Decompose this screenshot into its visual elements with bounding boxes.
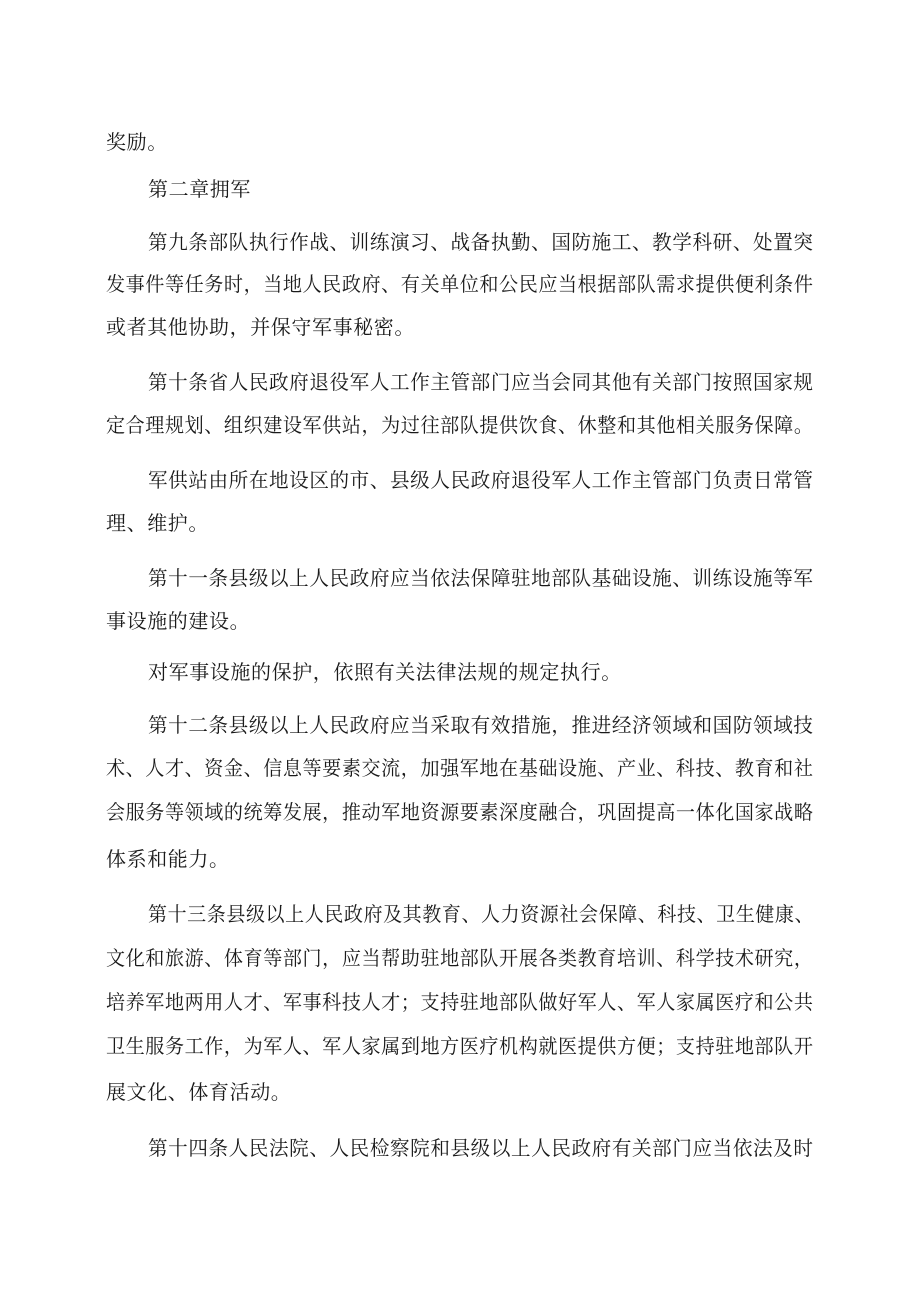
paragraph-line: 培养军地两用人才、军事科技人才；支持驻地部队做好军人、军人家属医疗和公共 [106,990,814,1014]
paragraph-line: 事设施的建设。 [106,609,251,633]
paragraph-line: 会服务等领域的统筹发展，推动军地资源要素深度融合，巩固提高一体化国家战略 [106,800,814,824]
paragraph-line: 军供站由所在地设区的市、县级人民政府退役军人工作主管部门负责日常管 [148,468,814,492]
paragraph-line: 奖励。 [106,130,168,154]
paragraph-line: 文化和旅游、体育等部门，应当帮助驻地部队开展各类教育培训、科学技术研究， [106,946,814,970]
paragraph-line: 或者其他协助，并保守军事秘密。 [106,315,415,339]
paragraph-line: 术、人才、资金、信息等要素交流，加强军地在基础设施、产业、科技、教育和社 [106,756,814,780]
paragraph-line: 第十四条人民法院、人民检察院和县级以上人民政府有关部门应当依法及时 [148,1136,814,1160]
paragraph-line: 发事件等任务时，当地人民政府、有关单位和公民应当根据部队需求提供便利条件 [106,272,814,296]
paragraph-line: 理、维护。 [106,511,209,535]
paragraph-line: 第十三条县级以上人民政府及其教育、人力资源社会保障、科技、卫生健康、 [148,902,815,926]
paragraph-line: 第九条部队执行作战、训练演习、战备执勤、国防施工、教学科研、处置突 [148,230,814,254]
paragraph-line: 定合理规划、组织建设军供站，为过往部队提供饮食、休整和其他相关服务保障。 [106,413,814,437]
paragraph-line: 对军事设施的保护，依照有关法律法规的规定执行。 [148,660,622,684]
paragraph-line: 卫生服务工作，为军人、军人家属到地方医疗机构就医提供方便；支持驻地部队开 [106,1034,814,1058]
chapter-heading: 第二章拥军 [148,177,251,201]
paragraph-line: 第十条省人民政府退役军人工作主管部门应当会同其他有关部门按照国家规 [148,370,814,394]
paragraph-line: 第十一条县级以上人民政府应当依法保障驻地部队基础设施、训练设施等军 [148,566,814,590]
paragraph-line: 第十二条县级以上人民政府应当采取有效措施，推进经济领域和国防领域技 [148,713,814,737]
paragraph-line: 体系和能力。 [106,847,230,871]
paragraph-line: 展文化、体育活动。 [106,1080,292,1104]
